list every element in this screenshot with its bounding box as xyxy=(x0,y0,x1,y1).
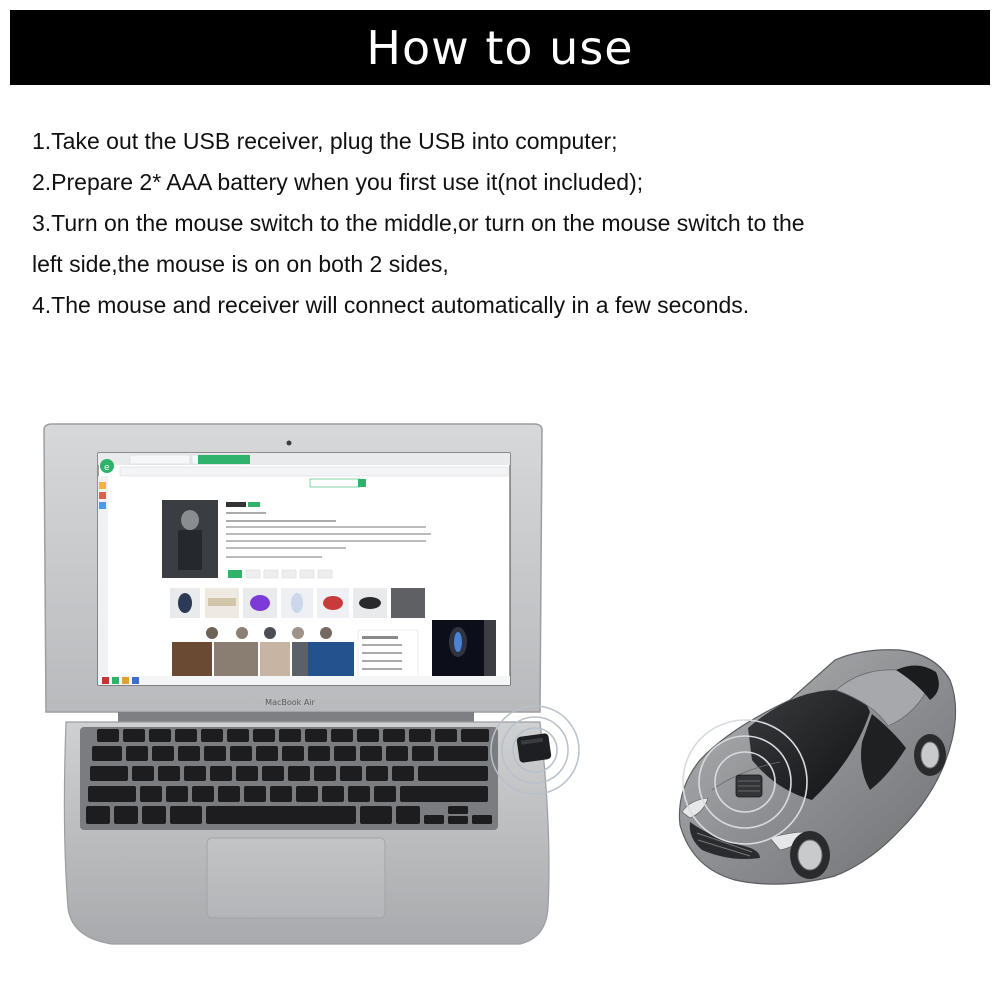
page-title: How to use xyxy=(366,20,634,75)
car-shaped-mouse-icon xyxy=(679,650,955,884)
instruction-step-4: 4.The mouse and receiver will connect automatically in a few seconds. xyxy=(32,292,750,318)
instruction-step-1: 1.Take out the USB receiver, plug the USB into computer; xyxy=(32,128,618,154)
trackpad xyxy=(207,838,385,918)
laptop-brand-label: MacBook Air xyxy=(265,698,315,707)
instruction-step-3-line-2: left side,the mouse is on on both 2 sides, xyxy=(32,251,449,277)
usb-receiver-icon xyxy=(516,733,551,763)
instruction-list xyxy=(32,121,962,326)
header-bar xyxy=(10,10,990,85)
svg-text:e: e xyxy=(104,463,110,473)
laptop-base xyxy=(64,712,549,944)
instruction-step-3-line-1: 3.Turn on the mouse switch to the middle,or turn on the mouse switch to the xyxy=(32,210,805,236)
webcam-icon xyxy=(287,441,292,446)
instruction-step-2: 2.Prepare 2* AAA battery when you first use it(not included); xyxy=(32,169,644,195)
product-illustration xyxy=(0,400,1000,1000)
